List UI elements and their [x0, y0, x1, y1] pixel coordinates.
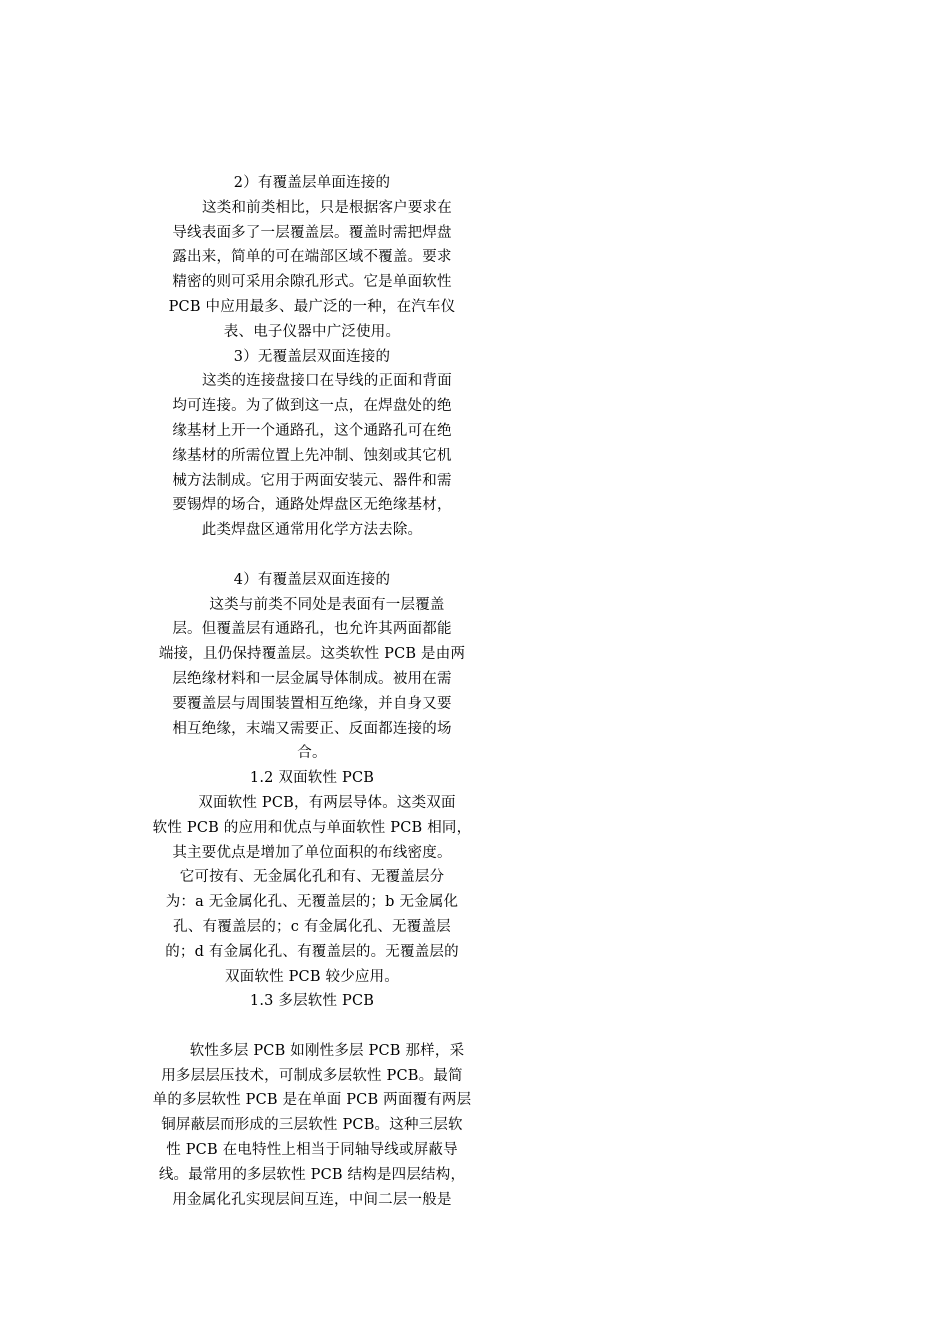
section-heading-4: 4）有覆盖层双面连接的	[233, 571, 391, 588]
paragraph-line: 导线表面多了一层覆盖层。覆盖时需把焊盘	[172, 224, 452, 241]
paragraph-line: 端接，且仍保持覆盖层。这类软性 PCB 是由两	[158, 646, 466, 663]
paragraph-line: 合。	[297, 745, 327, 762]
paragraph-line: 铜屏蔽层而形成的三层软性 PCB。这种三层软	[161, 1117, 463, 1134]
paragraph-line: 露出来，简单的可在端部区域不覆盖。要求	[172, 249, 452, 266]
paragraph-line: 它可按有、无金属化孔和有、无覆盖层分	[179, 869, 445, 886]
blank-line	[144, 543, 480, 568]
paragraph-line: 性 PCB 在电特性上相当于同轴导线或屏蔽导	[166, 1142, 458, 1159]
paragraph-line: 软性 PCB 的应用和优点与单面软性 PCB 相同，	[152, 819, 472, 836]
paragraph-line: 其主要优点是增加了单位面积的布线密度。	[172, 844, 452, 861]
paragraph-line: PCB 中应用最多、最广泛的一种，在汽车仪	[168, 298, 456, 315]
paragraph-line: 单的多层软性 PCB 是在单面 PCB 两面覆有两层	[152, 1092, 472, 1109]
paragraph-line: 的；d 有金属化孔、有覆盖层的。无覆盖层的	[165, 943, 459, 960]
paragraph-line: 此类焊盘区通常用化学方法去除。	[201, 522, 423, 539]
paragraph-line: 这类与前类不同处是表面有一层覆盖	[209, 596, 445, 613]
paragraph-line: 均可连接。为了做到这一点，在焊盘处的绝	[172, 398, 452, 415]
blank-line	[144, 1014, 480, 1039]
paragraph-line: 这类的连接盘接口在导线的正面和背面	[202, 373, 452, 390]
paragraph-line: 双面软性 PCB 较少应用。	[224, 968, 400, 985]
paragraph-line: 为：a 无金属化孔、无覆盖层的；b 无金属化	[165, 894, 459, 911]
paragraph-line: 用多层层压技术，可制成多层软性 PCB。最简	[161, 1067, 463, 1084]
paragraph-line: 软性多层 PCB 如刚性多层 PCB 那样，采	[189, 1042, 465, 1059]
paragraph-line: 要覆盖层与周围装置相互绝缘，并自身又要	[172, 695, 452, 712]
paragraph-line: 相互绝缘，末端又需要正、反面都连接的场	[172, 720, 452, 737]
paragraph-line: 线。最常用的多层软性 PCB 结构是四层结构，	[158, 1166, 466, 1183]
paragraph-line: 要锡焊的场合，通路处焊盘区无绝缘基材，	[172, 497, 452, 514]
paragraph-line: 这类和前类相比，只是根据客户要求在	[202, 199, 452, 216]
paragraph-line: 缘基材上开一个通路孔，这个通路孔可在绝	[172, 422, 452, 439]
section-heading-3: 3）无覆盖层双面连接的	[233, 348, 391, 365]
section-heading-1-2: 1.2 双面软性 PCB	[249, 770, 375, 787]
paragraph-line: 表、电子仪器中广泛使用。	[223, 323, 401, 340]
paragraph-line: 双面软性 PCB，有两层导体。这类双面	[198, 794, 456, 811]
section-heading-2: 2）有覆盖层单面连接的	[233, 175, 391, 191]
paragraph-line: 精密的则可采用余隙孔形式。它是单面软性	[172, 274, 452, 291]
paragraph-line: 用金属化孔实现层间互连，中间二层一般是	[172, 1191, 452, 1208]
text-column	[144, 171, 480, 1212]
paragraph-line: 械方法制成。它用于两面安装元、器件和需	[172, 472, 452, 489]
paragraph-line: 层。但覆盖层有通路孔，也允许其两面都能	[172, 621, 452, 638]
paragraph-line: 层绝缘材料和一层金属导体制成。被用在需	[172, 670, 452, 687]
section-heading-1-3: 1.3 多层软性 PCB	[249, 993, 375, 1010]
paragraph-line: 缘基材的所需位置上先冲制、蚀刻或其它机	[172, 447, 452, 464]
paragraph-line: 孔、有覆盖层的；c 有金属化孔、无覆盖层	[173, 918, 451, 935]
